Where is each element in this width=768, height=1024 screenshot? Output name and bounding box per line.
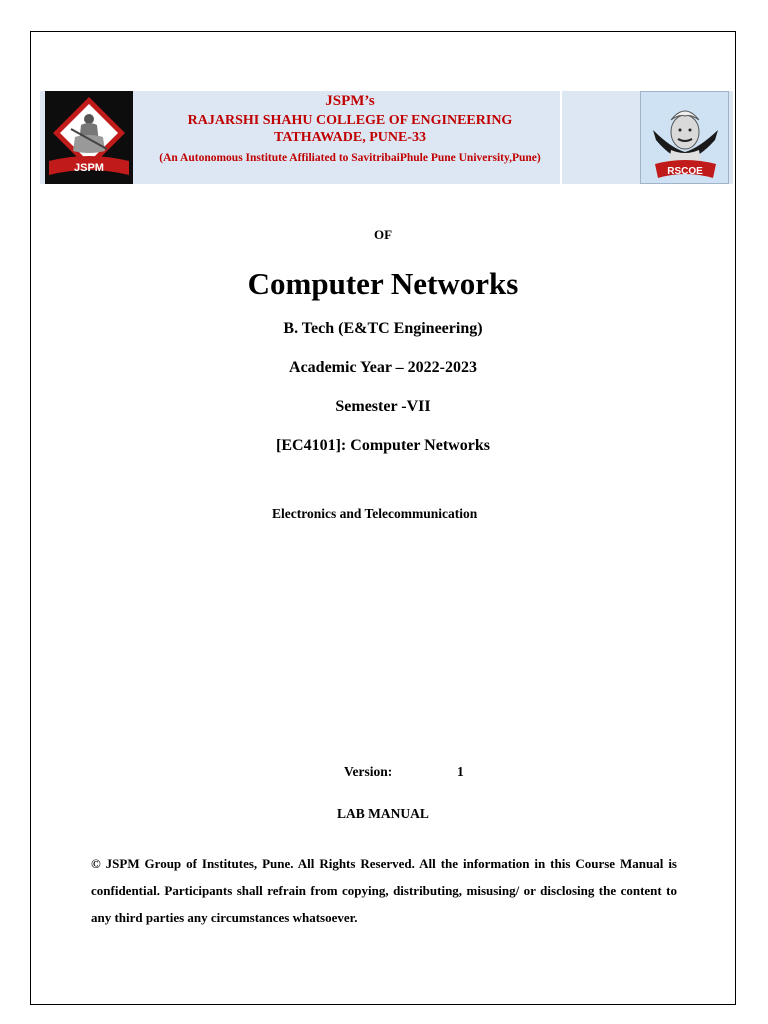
institute-group: JSPM’s — [325, 93, 375, 109]
version-label: Version: — [344, 764, 393, 779]
department-name: Electronics and Telecommunication — [272, 506, 478, 521]
course-title: Computer Networks — [247, 266, 519, 301]
jspm-logo-text: JSPM — [74, 162, 104, 174]
header-divider — [560, 91, 562, 184]
semester: Semester -VII — [335, 398, 431, 415]
of-label: OF — [373, 227, 393, 242]
version-value: 1 — [457, 764, 464, 779]
manual-type: LAB MANUAL — [337, 806, 429, 821]
program-name: B. Tech (E&TC Engineering) — [283, 320, 483, 337]
copyright-notice: © JSPM Group of Institutes, Pune. All Rights Reserved. All the information in this Course Manual is confidential. Participants shall refrain from copying, distributing, misusing/ or disclosing the content to any third parties any circumstances whatsoever. — [91, 856, 677, 925]
academic-year: Academic Year – 2022-2023 — [289, 359, 477, 376]
institute-name: RAJARSHI SHAHU COLLEGE OF ENGINEERING — [187, 113, 513, 128]
institute-location: TATHAWADE, PUNE-33 — [274, 130, 426, 145]
jspm-saraswati-logo — [45, 91, 133, 184]
rscoe-logo-text: RSCOE — [667, 166, 703, 177]
course-code: [EC4101]: Computer Networks — [276, 437, 490, 454]
rscoe-portrait-logo — [640, 91, 729, 184]
institute-affiliation: (An Autonomous Institute Affiliated to SavitribaiPhule Pune University,Pune) — [159, 152, 541, 164]
